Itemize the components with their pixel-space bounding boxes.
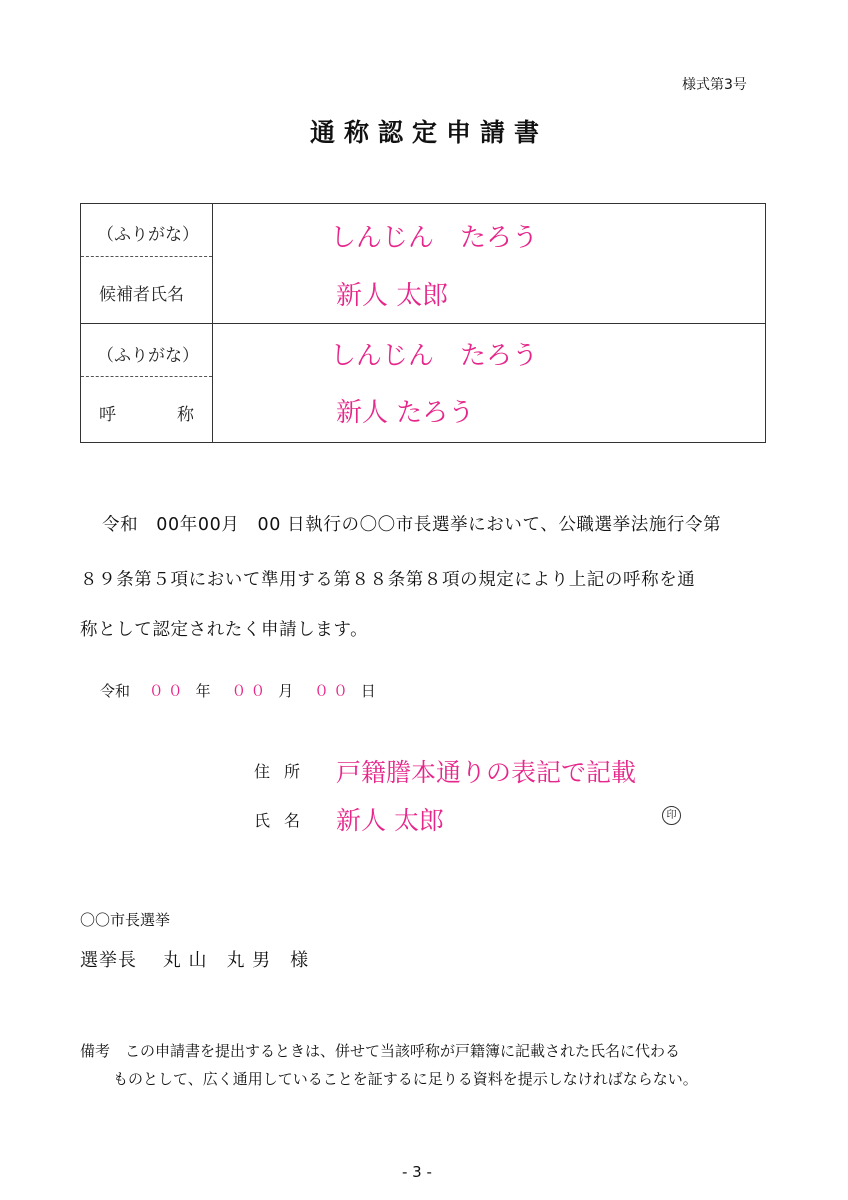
- election-chief: 選挙長 丸 山 丸 男 様: [80, 950, 310, 971]
- applicant-table: [80, 203, 766, 443]
- page-number: - 3 -: [402, 1163, 432, 1181]
- candidate-name-value[interactable]: 新人 太郎: [336, 281, 449, 311]
- form-number: 様式第3号: [682, 77, 747, 93]
- note-line-1: 備考 この申請書を提出するときは、併せて当該呼称が戸籍簿に記載された氏名に代わる: [80, 1042, 681, 1060]
- application-date: [100, 680, 376, 701]
- note-line-2: ものとして、広く通用していることを証するに足りる資料を提示しなければならない。: [113, 1070, 698, 1088]
- body-line-2: ８９条第５項において準用する第８８条第８項の規定により上記の呼称を通: [80, 570, 696, 590]
- date-year-unit: 年: [195, 682, 211, 700]
- election-name: 〇〇市長選挙: [80, 911, 171, 929]
- address-label: 住所: [254, 762, 315, 781]
- applicant-name-value[interactable]: 新人 太郎: [336, 806, 444, 835]
- address-value[interactable]: 戸籍謄本通りの表記で記載: [336, 758, 637, 787]
- page-title: 通称認定申請書: [310, 118, 549, 147]
- nickname-value[interactable]: 新人 たろう: [336, 398, 475, 428]
- furigana-label: （ふりがな）: [97, 225, 199, 245]
- date-era: 令和: [100, 682, 131, 700]
- nickname-label-b: 称: [177, 405, 194, 425]
- name-furigana-value[interactable]: しんじん たろう: [330, 223, 539, 253]
- furigana-label: （ふりがな）: [97, 346, 199, 366]
- date-year[interactable]: ００: [148, 682, 187, 700]
- date-day-unit: 日: [360, 682, 376, 700]
- dashed-divider: [81, 376, 212, 377]
- table-divider-horizontal: [81, 323, 765, 324]
- nickname-furigana-value[interactable]: しんじん たろう: [330, 341, 539, 371]
- candidate-name-label: 候補者氏名: [99, 285, 184, 305]
- body-line-3: 称として認定されたく申請します。: [80, 620, 369, 640]
- applicant-name-label: 氏名: [254, 811, 315, 830]
- date-day[interactable]: ００: [313, 682, 352, 700]
- seal-mark: 印: [662, 806, 681, 825]
- date-month-unit: 月: [278, 682, 294, 700]
- dashed-divider: [81, 256, 212, 257]
- body-line-1: 令和 00年00月 00 日執行の〇〇市長選挙において、公職選挙法施行令第: [102, 515, 722, 535]
- date-month[interactable]: ００: [231, 682, 270, 700]
- nickname-label-a: 呼: [99, 405, 116, 425]
